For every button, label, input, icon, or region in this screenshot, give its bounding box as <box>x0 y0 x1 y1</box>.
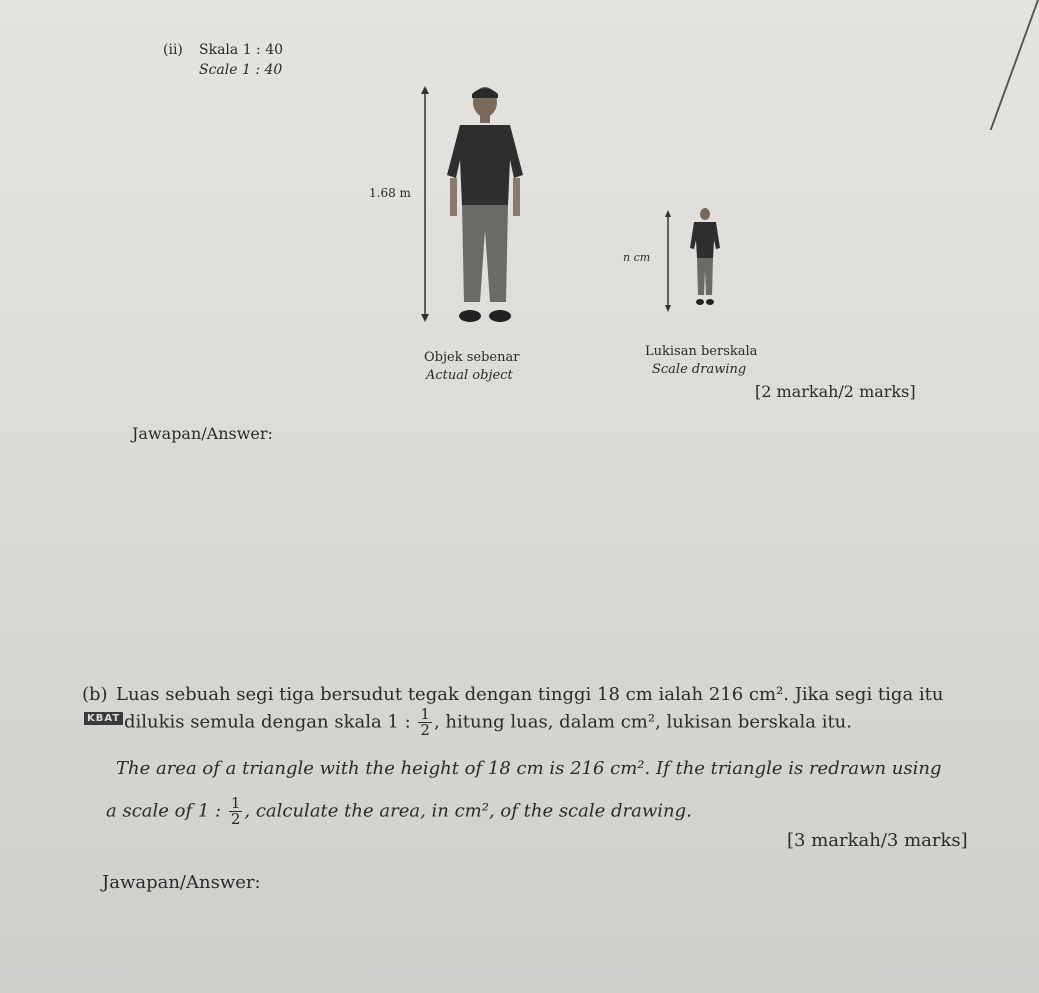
en-line2-end: , calculate the area, in cm², of the scale drawing. <box>244 800 692 822</box>
drawing-height-label: n cm <box>623 251 651 264</box>
marks-part-ii: [2 markah/2 marks] <box>755 382 916 401</box>
actual-height-label: 1.68 m <box>369 186 411 200</box>
scale-drawing-label-en: Scale drawing <box>652 362 747 377</box>
scale-drawing-label-ms: Lukisan berskala <box>645 344 758 359</box>
question-b-ms-line1: Luas sebuah segi tiga bersudut tegak dengan tinggi 18 cm ialah 216 cm². Jika segi tiga itu <box>116 684 944 705</box>
page-edge-shadow <box>990 0 1039 130</box>
question-b-ms-line2 <box>124 707 852 738</box>
question-number: (ii) <box>163 42 183 58</box>
fraction-numerator-en: 1 <box>230 794 241 812</box>
scale-drawing-person-figure <box>690 208 720 305</box>
scale-en: Scale 1 : 40 <box>199 62 283 78</box>
ms-line2-start: dilukis semula dengan skala 1 : <box>124 711 411 733</box>
actual-object-label-ms: Objek sebenar <box>424 350 520 365</box>
fraction-denominator-en: 2 <box>230 810 241 828</box>
marks-part-b: [3 markah/3 marks] <box>787 830 968 851</box>
ms-line2-end: , hitung luas, dalam cm², lukisan berskala itu. <box>433 711 852 733</box>
fraction-numerator: 1 <box>420 705 430 723</box>
drawing-height-arrow <box>665 210 671 312</box>
question-b-en-line2 <box>106 796 692 827</box>
actual-person-figure <box>447 87 523 322</box>
answer-label-b: Jawapan/Answer: <box>102 872 261 893</box>
actual-object-label-en: Actual object <box>426 368 513 383</box>
scale-figure <box>360 80 780 330</box>
scale-ms: Skala 1 : 40 <box>199 42 284 58</box>
en-line2-start: a scale of 1 : <box>106 800 222 822</box>
fraction-half-en <box>229 796 243 827</box>
fraction-half <box>418 707 432 738</box>
fraction-denominator: 2 <box>420 721 430 739</box>
answer-label-ii: Jawapan/Answer: <box>132 424 273 443</box>
question-number-b: (b) <box>82 684 108 705</box>
actual-height-arrow <box>421 86 429 322</box>
question-b-en-line1: The area of a triangle with the height of 18 cm is 216 cm². If the triangle is redrawn using <box>116 758 942 779</box>
kbat-badge: KBAT <box>84 712 123 725</box>
